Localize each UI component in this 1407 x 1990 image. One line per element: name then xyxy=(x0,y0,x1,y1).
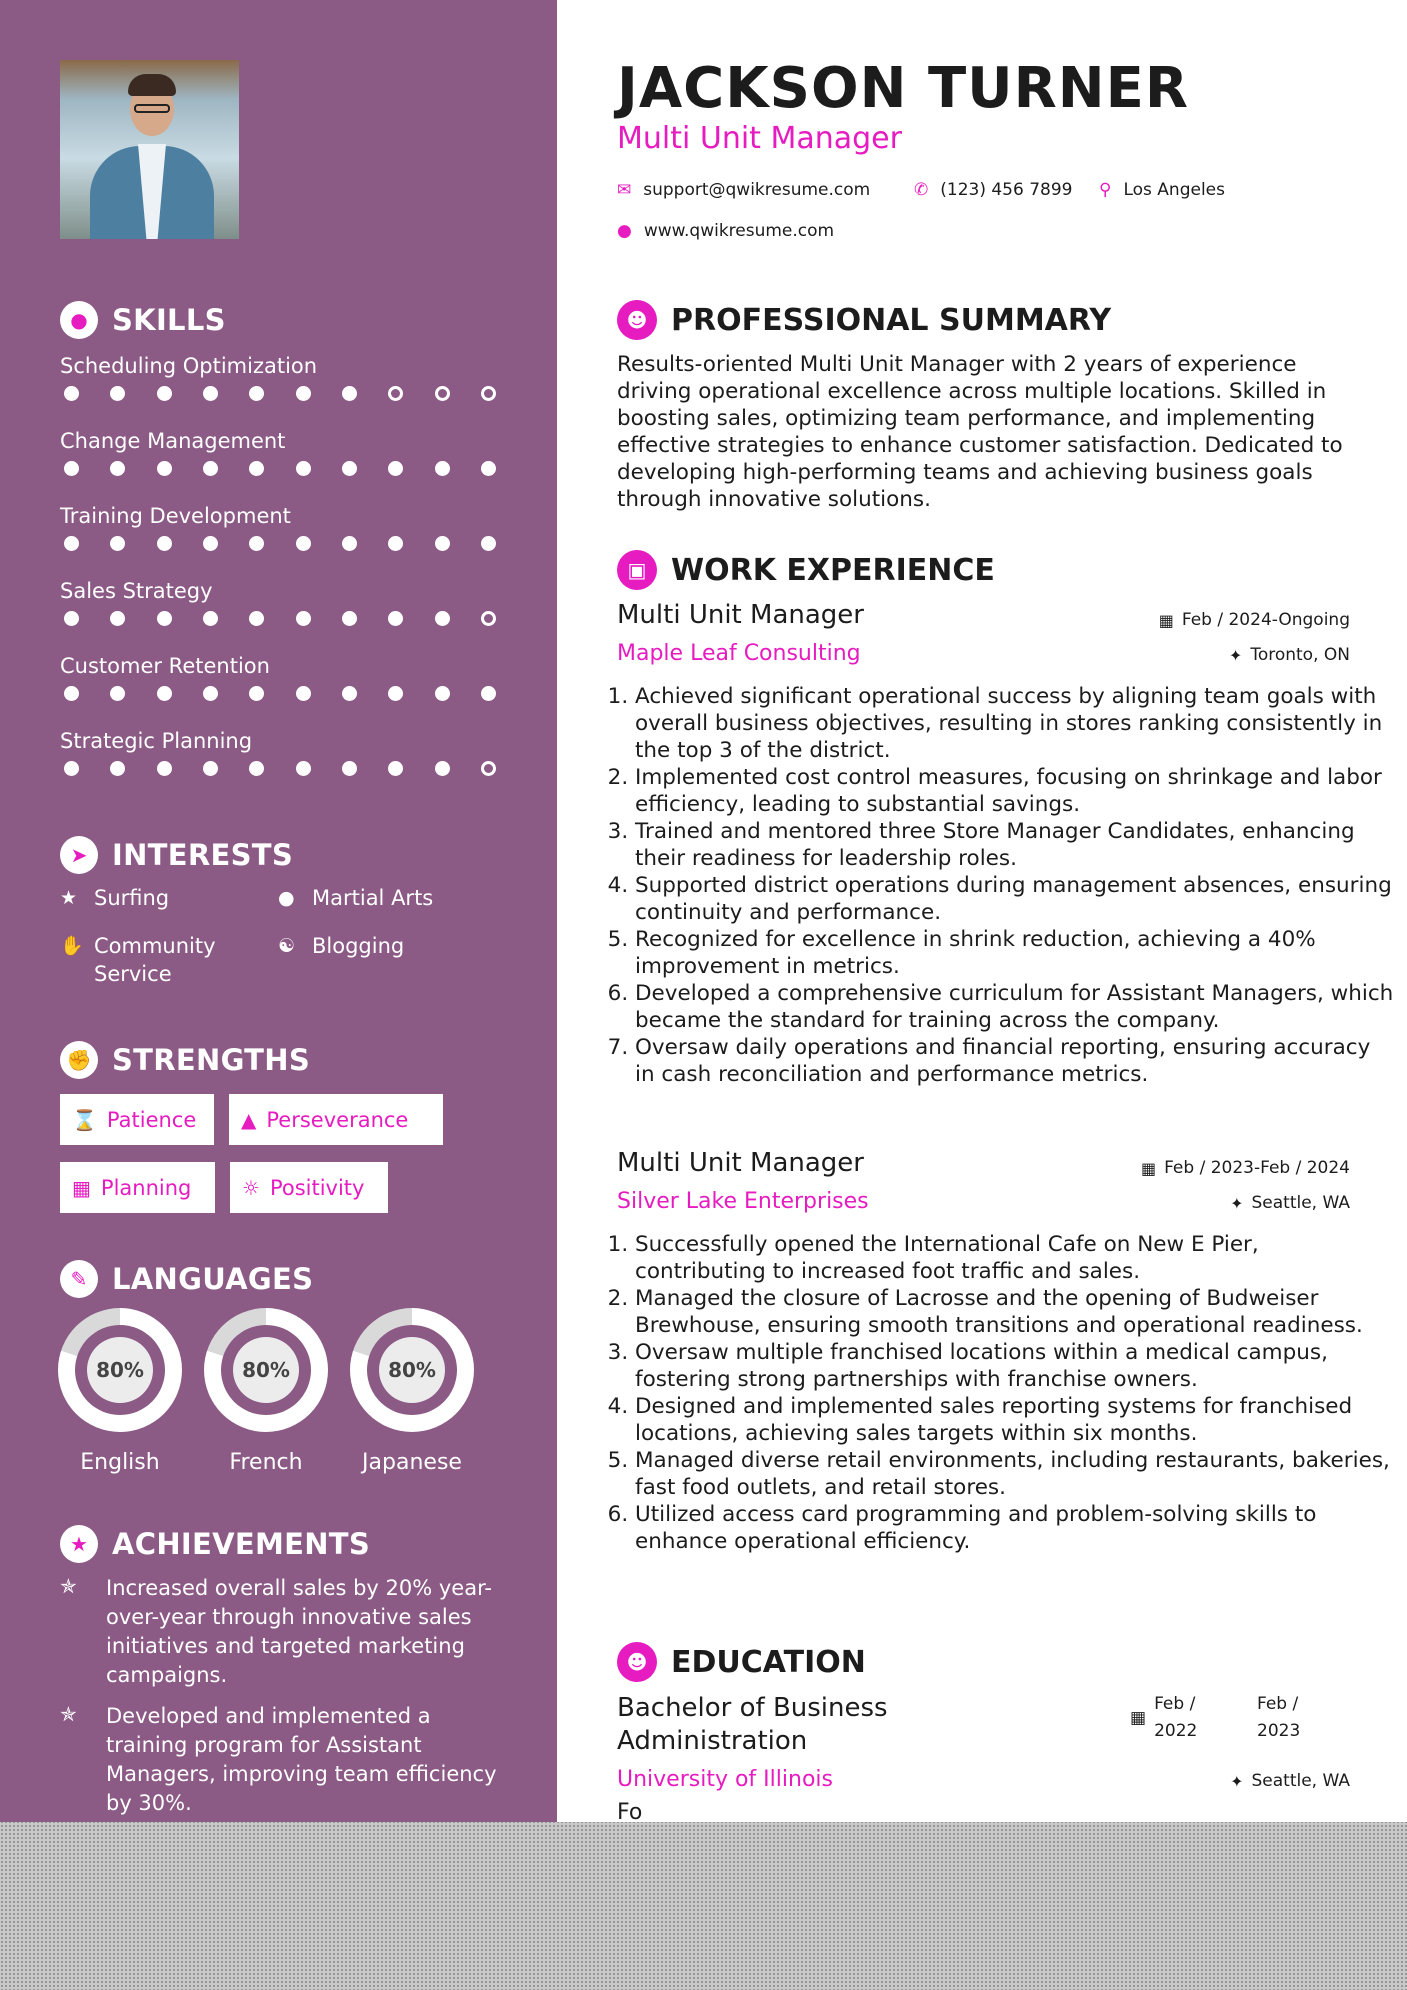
education-end: Feb / 2023 xyxy=(1257,1694,1301,1741)
graduate-icon: ☻ xyxy=(617,1642,657,1682)
job-bullet: 2. Managed the closure of Lacrosse and the opening of Budweiser Brewhouse, ensuring smooth transitions and operational readiness. xyxy=(635,1285,1395,1339)
skill-item xyxy=(60,577,500,626)
rating-dot xyxy=(249,686,264,701)
contact-phone[interactable]: ✆ (123) 456 7899 xyxy=(914,180,1073,200)
rating-dot xyxy=(388,386,403,401)
main-column xyxy=(557,0,1407,1822)
language-item: 80% English xyxy=(58,1308,182,1475)
achievement-item: ✯ Developed and implemented a training program for Assistant Managers, improving team efficiency by 30%. xyxy=(60,1702,510,1818)
interest-item: ✋ Community Service xyxy=(60,934,216,986)
achievement-item: ✯ Increased overall sales by 20% year-over-year through innovative sales initiatives and targeted marketing campaigns. xyxy=(60,1574,510,1690)
lightbulb-icon: ● xyxy=(60,301,98,339)
pin-icon: ✦ xyxy=(1228,645,1243,665)
job-title: Multi Unit Manager xyxy=(617,600,864,630)
skill-item xyxy=(60,427,500,476)
map-pin-icon: ⚲ xyxy=(1099,180,1112,200)
rating-dot xyxy=(481,761,496,776)
rating-dot xyxy=(388,536,403,551)
rating-dot xyxy=(64,761,79,776)
skills-title: SKILLS xyxy=(112,303,226,337)
rating-dot xyxy=(342,611,357,626)
education-degree: Bachelor of Business Administration xyxy=(617,1693,888,1756)
job-bullet: 5. Recognized for excellence in shrink reduction, achieving a 40% improvement in metrics. xyxy=(635,926,1395,980)
job-bullet: 7. Oversaw daily operations and financial reporting, ensuring accuracy in cash reconciliation and performance metrics. xyxy=(635,1034,1395,1088)
language-ring: 80% xyxy=(58,1308,182,1432)
road-icon: ▲ xyxy=(241,1107,257,1132)
job-bullets xyxy=(617,683,1395,1088)
rating-dot xyxy=(249,386,264,401)
rating-dot xyxy=(388,761,403,776)
rating-dot xyxy=(203,686,218,701)
strength-tag: ▦ Planning xyxy=(60,1162,215,1213)
skill-rating xyxy=(60,686,500,701)
rating-dot xyxy=(157,386,172,401)
envelope-icon: ✉ xyxy=(617,180,632,200)
paper-plane-icon: ➤ xyxy=(60,836,98,874)
skill-name: Customer Retention xyxy=(60,654,270,678)
pin-icon: ✦ xyxy=(1230,1771,1244,1791)
rating-dot xyxy=(110,461,125,476)
contact-location: ⚲ Los Angeles xyxy=(1099,180,1225,200)
rating-dot xyxy=(481,461,496,476)
candidate-name: JACKSON TURNER xyxy=(617,56,1190,121)
skills-heading xyxy=(60,300,226,340)
globe-icon: ● xyxy=(617,221,632,241)
skill-name: Sales Strategy xyxy=(60,579,213,603)
language-ring: 80% xyxy=(350,1308,474,1432)
rating-dot xyxy=(342,761,357,776)
skill-rating xyxy=(60,761,500,776)
contact-email[interactable]: ✉ support@qwikresume.com xyxy=(617,180,871,200)
language-icon: ✎ xyxy=(60,1260,98,1298)
skill-item xyxy=(60,352,500,401)
interests-title: INTERESTS xyxy=(112,838,294,872)
language-ring: 80% xyxy=(204,1308,328,1432)
pin-icon: ✦ xyxy=(1230,1193,1244,1213)
strength-tag: ▲ Perseverance xyxy=(229,1094,443,1145)
rating-dot xyxy=(64,386,79,401)
achievements-title: ACHIEVEMENTS xyxy=(112,1527,371,1561)
rating-dot xyxy=(296,761,311,776)
strengths-heading xyxy=(60,1040,310,1080)
rating-dot xyxy=(435,611,450,626)
rating-dot xyxy=(296,536,311,551)
language-item: 80% Japanese xyxy=(350,1308,474,1475)
job-company: Maple Leaf Consulting xyxy=(617,641,861,666)
rating-dot xyxy=(435,686,450,701)
job-bullets xyxy=(617,1231,1395,1555)
rating-dot xyxy=(296,686,311,701)
hand-icon: ✋ xyxy=(60,935,84,957)
job-bullet: 6. Utilized access card programming and problem-solving skills to enhance operational efficiency. xyxy=(635,1501,1395,1555)
experience-heading: ▣ WORK EXPERIENCE xyxy=(617,550,995,590)
rating-dot xyxy=(110,386,125,401)
fist-icon: ✊ xyxy=(60,1041,98,1079)
rating-dot xyxy=(157,611,172,626)
rating-dot xyxy=(296,386,311,401)
skill-name: Training Development xyxy=(60,504,291,528)
education-heading: ☻ EDUCATION xyxy=(617,1642,866,1682)
education-cut-text: Fo xyxy=(617,1800,643,1822)
rating-dot xyxy=(342,461,357,476)
rating-dot xyxy=(249,761,264,776)
skill-item xyxy=(60,502,500,551)
interests-heading xyxy=(60,835,293,875)
rating-dot xyxy=(157,461,172,476)
phone-icon: ✆ xyxy=(914,180,929,200)
rating-dot xyxy=(435,536,450,551)
languages-title: LANGUAGES xyxy=(112,1262,314,1296)
summary-text: Results-oriented Multi Unit Manager with 2 years of experience driving operational excellence across multiple locations. Skilled in boosting sales, optimizing team performance, and implementing effective strategies to enhance customer satisfaction. Dedicated to developing high-performing teams and achieving business goals through innovative solutions. xyxy=(617,352,1343,512)
rating-dot xyxy=(342,386,357,401)
candidate-role: Multi Unit Manager xyxy=(617,121,902,156)
rating-dot xyxy=(203,611,218,626)
rating-dot xyxy=(249,536,264,551)
rating-dot xyxy=(481,386,496,401)
skill-name: Change Management xyxy=(60,429,286,453)
rating-dot xyxy=(342,686,357,701)
skill-rating xyxy=(60,536,500,551)
job-bullet: 3. Trained and mentored three Store Manager Candidates, enhancing their readiness for leadership roles. xyxy=(635,818,1395,872)
sun-icon: ☼ xyxy=(242,1175,260,1200)
job-bullet: 6. Developed a comprehensive curriculum for Assistant Managers, which became the standard for training across the company. xyxy=(635,980,1395,1034)
strengths-title: STRENGTHS xyxy=(112,1043,311,1077)
globe-icon: ● xyxy=(278,887,295,909)
job-title: Multi Unit Manager xyxy=(617,1148,864,1178)
rating-dot xyxy=(203,536,218,551)
rating-dot xyxy=(481,536,496,551)
job-company: Silver Lake Enterprises xyxy=(617,1189,869,1214)
briefcase-icon: ▣ xyxy=(617,550,657,590)
calendar-icon: ▦ xyxy=(1158,610,1174,630)
rating-dot xyxy=(481,611,496,626)
skill-item xyxy=(60,652,500,701)
rating-dot xyxy=(296,611,311,626)
rating-dot xyxy=(435,461,450,476)
achievements-heading xyxy=(60,1524,370,1564)
languages-heading xyxy=(60,1259,313,1299)
user-icon: ☻ xyxy=(617,300,657,340)
skill-rating xyxy=(60,611,500,626)
calendar-icon: ▦ xyxy=(72,1175,91,1200)
job-bullet: 1. Achieved significant operational success by aligning team goals with overall business objectives, resulting in stores ranking consistently in the top 3 of the district. xyxy=(635,683,1395,764)
rating-dot xyxy=(296,461,311,476)
star-icon: ★ xyxy=(60,887,78,909)
rating-dot xyxy=(157,686,172,701)
job-bullet: 1. Successfully opened the International Cafe on New E Pier, contributing to increased foot traffic and sales. xyxy=(635,1231,1395,1285)
job-bullet: 4. Supported district operations during management absences, ensuring continuity and performance. xyxy=(635,872,1395,926)
education-start: ▦ Feb / 2022 xyxy=(1130,1691,1214,1745)
rating-dot xyxy=(110,611,125,626)
calendar-icon: ▦ xyxy=(1130,1708,1147,1728)
rating-dot xyxy=(388,611,403,626)
rating-dot xyxy=(110,536,125,551)
job-dates: ▦ Feb / 2023-Feb / 2024 xyxy=(1140,1158,1350,1178)
skill-name: Scheduling Optimization xyxy=(60,354,318,378)
rating-dot xyxy=(481,686,496,701)
rating-dot xyxy=(435,761,450,776)
rating-dot xyxy=(110,686,125,701)
rating-dot xyxy=(157,536,172,551)
rating-dot xyxy=(342,536,357,551)
contact-website[interactable]: ● www.qwikresume.com xyxy=(617,221,835,241)
hourglass-icon: ⌛ xyxy=(72,1107,97,1132)
education-school: University of Illinois xyxy=(617,1767,833,1792)
skill-name: Strategic Planning xyxy=(60,729,253,753)
rating-dot xyxy=(388,686,403,701)
rating-dot xyxy=(110,761,125,776)
profile-photo xyxy=(60,60,239,239)
rating-dot xyxy=(64,461,79,476)
summary-heading: ☻ PROFESSIONAL SUMMARY xyxy=(617,300,1111,340)
rating-dot xyxy=(203,761,218,776)
job-bullet: 4. Designed and implemented sales reporting systems for franchised locations, achieving sales targets within six months. xyxy=(635,1393,1395,1447)
strength-tag: ☼ Positivity xyxy=(230,1162,388,1213)
skill-rating xyxy=(60,386,500,401)
rating-dot xyxy=(203,386,218,401)
rating-dot xyxy=(203,461,218,476)
rating-dot xyxy=(435,386,450,401)
interest-item: ☯ Blogging xyxy=(278,934,405,958)
users-icon: ☯ xyxy=(278,935,296,957)
rating-dot xyxy=(64,686,79,701)
rating-dot xyxy=(64,611,79,626)
job-bullet: 2. Implemented cost control measures, focusing on shrinkage and labor efficiency, leading to substantial savings. xyxy=(635,764,1395,818)
skill-item xyxy=(60,727,500,776)
job-bullet: 5. Managed diverse retail environments, including restaurants, bakeries, fast food outlets, and retail stores. xyxy=(635,1447,1395,1501)
interest-item: ● Martial Arts xyxy=(278,886,434,910)
sidebar xyxy=(0,0,557,1822)
education-location: ✦ Seattle, WA xyxy=(1230,1771,1350,1791)
language-item: 80% French xyxy=(204,1308,328,1475)
star-burst-icon: ✯ xyxy=(60,1574,77,1598)
strength-tag: ⌛ Patience xyxy=(60,1094,214,1145)
job-dates: ▦ Feb / 2024-Ongoing xyxy=(1158,610,1350,630)
award-icon: ★ xyxy=(60,1525,98,1563)
job-location: ✦ Toronto, ON xyxy=(1228,645,1350,665)
star-burst-icon: ✯ xyxy=(60,1702,77,1726)
calendar-icon: ▦ xyxy=(1140,1158,1157,1178)
job-bullet: 3. Oversaw multiple franchised locations within a medical campus, fostering strong partnerships with franchise owners. xyxy=(635,1339,1395,1393)
rating-dot xyxy=(157,761,172,776)
rating-dot xyxy=(64,536,79,551)
rating-dot xyxy=(388,461,403,476)
skill-rating xyxy=(60,461,500,476)
rating-dot xyxy=(249,461,264,476)
rating-dot xyxy=(249,611,264,626)
interest-item: ★ Surfing xyxy=(60,886,170,910)
job-location: ✦ Seattle, WA xyxy=(1230,1193,1350,1213)
